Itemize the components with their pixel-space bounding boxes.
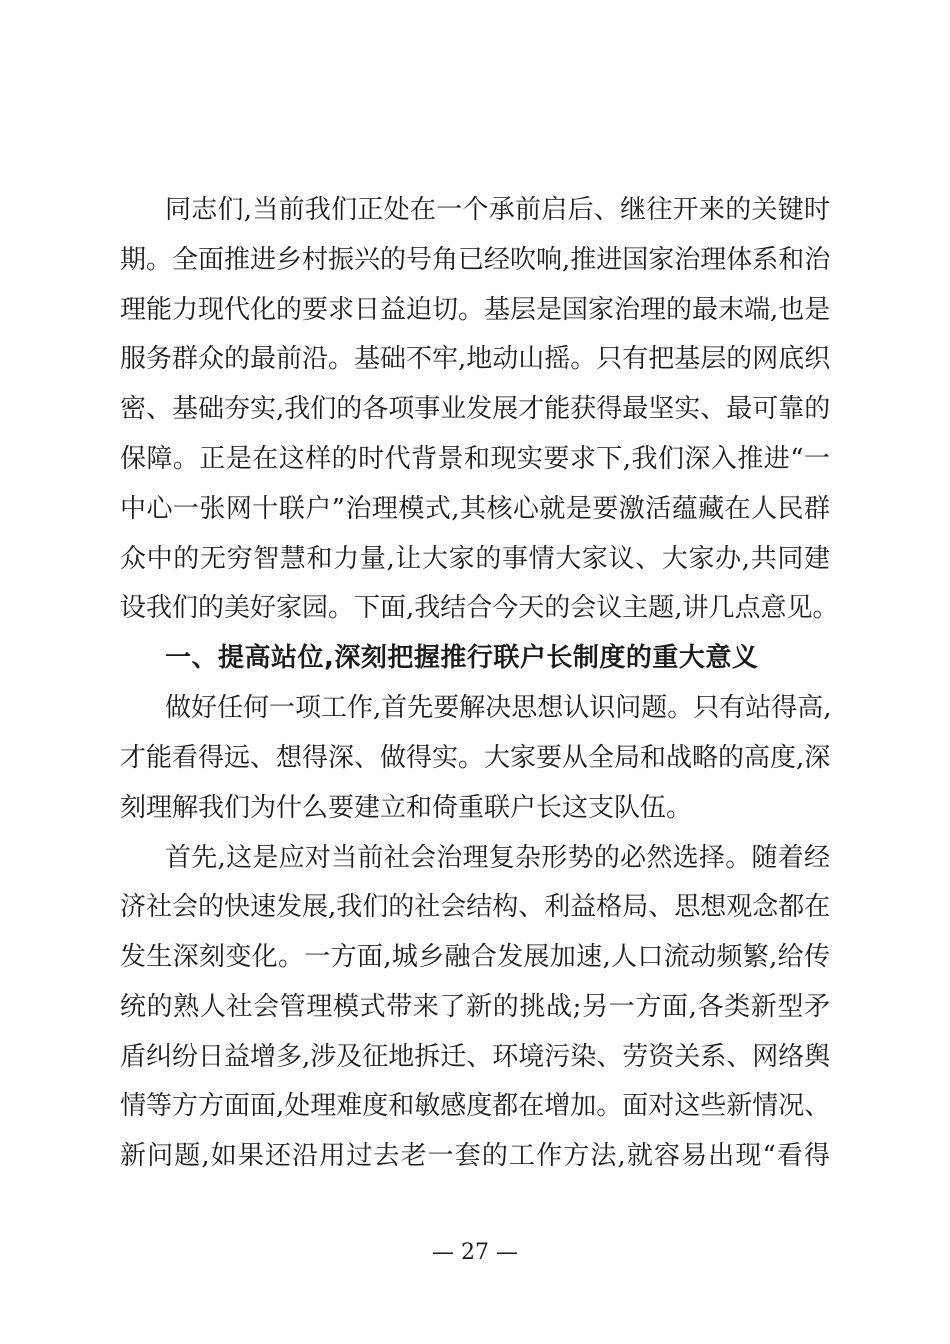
body-text-line: 密、基础夯实,我们的各项事业发展才能获得最坚实、最可靠的 (120, 394, 831, 424)
body-text-line: 济社会的快速发展,我们的社会结构、利益格局、思想观念都在 (120, 892, 831, 922)
body-text-line: 同志们,当前我们正处在一个承前启后、继往开来的关键时 (165, 195, 830, 225)
body-text-line: 众中的无穷智慧和力量,让大家的事情大家议、大家办,共同建 (120, 544, 830, 574)
body-text-line: 保障。正是在这样的时代背景和现实要求下,我们深入推进“一 (120, 444, 830, 474)
body-text-line: 做好任何一项工作,首先要解决思想认识问题。只有站得高, (165, 693, 832, 723)
section-heading: 一、提高站位,深刻把握推行联户长制度的重大意义 (165, 643, 759, 673)
body-text-line: 期。全面推进乡村振兴的号角已经吹响,推进国家治理体系和治 (120, 245, 831, 275)
body-text-line: 情等方方面面,处理难度和敏感度都在增加。面对这些新情况、 (120, 1091, 831, 1121)
body-text-line: 首先,这是应对当前社会治理复杂形势的必然选择。随着经 (165, 843, 830, 873)
body-text-line: 设我们的美好家园。下面,我结合今天的会议主题,讲几点意见。 (120, 593, 839, 623)
page-number: — 27 — (432, 1240, 518, 1265)
body-text-line: 刻理解我们为什么要建立和倚重联户长这支队伍。 (120, 793, 693, 823)
body-text-line: 新问题,如果还沿用过去老一套的工作方法,就容易出现“看得 (120, 1141, 830, 1171)
body-text-line: 发生深刻变化。一方面,城乡融合发展加速,人口流动频繁,给传 (120, 942, 830, 972)
body-text-line: 服务群众的最前沿。基础不牢,地动山摇。只有把基层的网底织 (120, 344, 831, 374)
body-text-line: 盾纠纷日益增多,涉及征地拆迁、环境污染、劳资关系、网络舆 (120, 1042, 831, 1072)
body-text-line: 理能力现代化的要求日益迫切。基层是国家治理的最末端,也是 (120, 295, 831, 325)
body-text-line: 才能看得远、想得深、做得实。大家要从全局和战略的高度,深 (120, 743, 831, 773)
body-text-line: 统的熟人社会管理模式带来了新的挑战;另一方面,各类新型矛 (120, 992, 830, 1022)
body-text-line: 中心一张网十联户”治理模式,其核心就是要激活蕴藏在人民群 (120, 494, 830, 524)
